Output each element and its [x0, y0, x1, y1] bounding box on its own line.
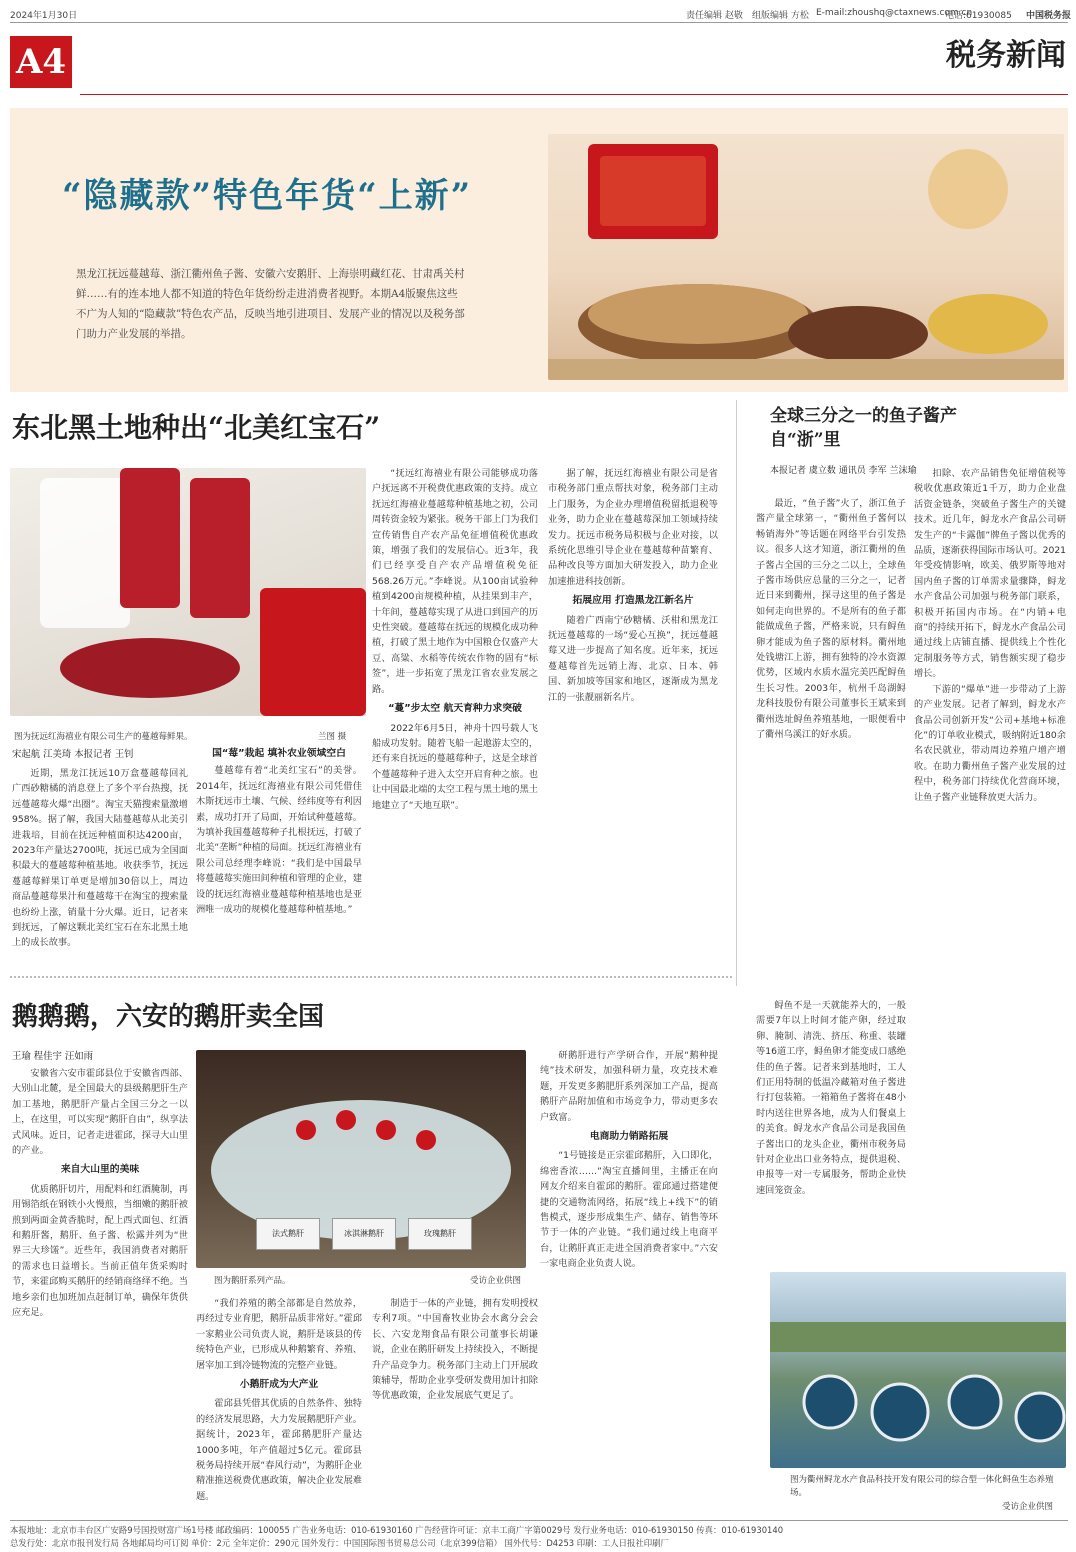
article3-col2-text: “我们养殖的鹅全部都是自然放养，再经过专业育肥，鹅肝品质非常好。”霍邱一家鹅业公司负责人说，鹅肝是该县的传统特色产业，已形成从种鹅繁育、养殖、屠宰加工到冷链物流的完整产业链。: [196, 1298, 362, 1371]
cranberry-bag: [260, 588, 366, 716]
article3-col1-subhead: 来自大山里的美味: [60, 1164, 140, 1176]
article3-image: [196, 1050, 526, 1268]
lantern: [928, 149, 1008, 229]
article1-photographer: 兰图 摄: [318, 732, 347, 742]
fish-pond-2: [872, 1384, 928, 1440]
plate-label-3: 玫瑰鹅肝: [408, 1218, 472, 1250]
page-badge: A4: [10, 36, 72, 88]
section-rule: [80, 94, 1068, 95]
article2-col1-text: 最近，“鱼子酱”火了，浙江鱼子酱产量全球第一，“衢州鱼子酱何以畅销海外”等话题在网络平台引发热议。很多人这才知道，浙江衢州的鱼子酱占全国的三分之二以上，全球鱼子酱市场供应总量的三分之一，记者近日来到衢州，探寻这里的鱼子酱是如何走向世界的。不是所有的鱼子都能做成鱼子酱，严格来说，只有鲟鱼卵才能成为鱼子酱的原材料。衢州地处钱塘江上游，拥有独特的冷水资源优势，区域内水质水温完美匹配鲟鱼生长习性。2003年，杭州千岛湖鲟龙科技股份有限公司董事长王斌来到衢州选址鲟鱼养殖基地，一眼便看中了衢州乌溪江的好水质。: [756, 498, 906, 741]
article2-col1: [756, 496, 906, 996]
page-footer: [10, 1524, 1068, 1550]
foie-gras-piece-4: [416, 1130, 436, 1150]
article1-col3-text: “抚远红海禧业有限公司能够成功落户抚远离不开税费优惠政策的支持。成立抚远红海禧业蔓越莓种植基地之初，公司周转资金较为紧张。税务干部上门为我们宣传销售自产农产品免征增值税优惠政策，增强了我们的发展信心。近3年，我们已经享受自产农产品增值税免征568.26万元。”李峰说。从100亩试验种植到4200亩规模种植，从挂果到丰产，十年间，蔓越莓实现了从进口到国产的历史性突破。蔓越莓在抚远的规模化成功种植，打破了黑土地作为中国粮仓仅盛产大豆、高粱、水稻等传统农作物的固有“标签”，进一步拓宽了黑龙江省农业发展之路。: [372, 468, 538, 695]
article2-caption: 图为衢州鲟龙水产食品科技开发有限公司的综合型一体化鲟鱼生态养殖场。: [790, 1475, 1054, 1498]
fish-pond-3: [949, 1376, 1001, 1428]
fish-pond-4: [1016, 1393, 1064, 1441]
section-name: 税务新闻: [946, 38, 1066, 73]
article1-col4-subhead: 拓展应用 打造黑龙江新名片: [572, 595, 694, 607]
editor: 责任编辑 赵敬: [686, 11, 743, 21]
article2-col2-text: 鲟鱼不是一天就能养大的，一般需要7年以上时间才能产卵，经过取卵、腌制、清洗、挤压、称重、装罐等16道工序，鲟鱼卵才能变成口感绝佳的鱼子酱。记者来到基地时，工人们正用特制的低温冷藏箱对鱼子酱进行打包装箱。一箱箱鱼子酱将在48小时内送往世界各地，成为人们餐桌上的美食。鲟龙水产食品公司是我国鱼子酱出口的龙头企业，衢州市税务局针对企业出口业务特点，提供退税、申报等一对一专属服务，帮助企业快速回笼资金。: [756, 1000, 906, 1196]
email: E-mail:zhoushq@ctaxnews.com.cn: [816, 8, 973, 18]
article3-byline: 王瑜 程佳宇 汪如雨: [12, 1051, 93, 1062]
article3-col3-text: 制造于一体的产业链，拥有发明授权专利7项。“中国畜牧业协会水禽分会会长、六安龙翔食品有限公司董事长胡谦说，企业在鹅肝研发上持续投入，不断提升产品竞争力。税务部门主动上门开展政策辅导，帮助企业享受研发费用加计扣除等优惠政策，企业发展底气更足了。: [372, 1298, 538, 1402]
article1-col2-text: 蔓越莓有着“北美红宝石”的美誉。2014年，抚远红海禧业有限公司凭借佳木斯抚远市土壤、气候、经纬度等有利因素，成功打开了局面，开始试种蔓越莓。为填补我国蔓越莓种子扎根抚远，打破了北美“垄断”种植的局面。抚远红海禧业有限公司总经理李峰说：“我们是中国最早将蔓越莓实施田间种植和管理的企业，建设的抚远红海禧业蔓越莓种植基地也是亚洲唯一成功的规模化蔓越莓种植基地。”: [196, 765, 362, 916]
article3-photographer: 受访企业供图: [470, 1276, 522, 1286]
article3-col4-text: 研鹅肝进行产学研合作，开展“鹅种提纯”技术研发，加强科研力量，攻克技术难题，开发更多鹅肥肝系列深加工产品，提高鹅肝产品附加值和市场竞争力，带动更多农户致富。: [540, 1050, 718, 1123]
article1-col1-text: 近期，黑龙江抚远10万盒蔓越莓回礼广西砂糖橘的消息登上了多个平台热搜，抚远蔓越莓火爆“出圈”。淘宝天猫搜索量激增958%。据了解，我国大陆蔓越莓从北美引进栽培，目前在抚远种植面积达4200亩，2023年产量达2700吨，抚远已成为全国面积最大的蔓越莓种植基地。收获季节，抚远蔓越莓鲜果订单更是增加30倍以上，周边商品蔓越莓果汁和蔓越莓干在淘宝的搜索量也纷纷上涨，销量十分火爆。近日，记者来到抚远，了解这颗北美红宝石在东北黑土地上的成长故事。: [12, 768, 188, 949]
article1-image: [10, 468, 366, 716]
cranberry-pile: [60, 638, 240, 698]
plate-label-1: 法式鹅肝: [256, 1218, 320, 1250]
article3-caption: 图为鹅肝系列产品。: [214, 1276, 291, 1286]
dates-plate: [788, 306, 928, 362]
article3-title: 鹅鹅鹅，六安的鹅肝卖全国: [12, 1002, 325, 1032]
article3-col1-text: 安徽省六安市霍邱县位于安徽省西部、大别山北麓，是全国最大的县级鹅肥肝生产加工基地，鹅肥肝产量占全国三分之一以上，在这里，可以实现“鹅肝自由”，纵享法式风味。近日，记者走进霍邱，探寻大山里的产业。: [12, 1068, 188, 1157]
article3-col2: [196, 1296, 362, 1514]
article3-col4: [540, 1048, 718, 1514]
article1-col1: [12, 766, 188, 962]
article2-col3-text: 扣除、农产品销售免征增值税等税收优惠政策近1千万，助力企业盘活资金链条，突破鱼子酱生产的关键技术。近几年，鲟龙水产食品公司研发生产的“卡露伽”牌鱼子酱以优秀的品质，逐渐获得国际市场认可。2021年受疫情影响，欧美、俄罗斯等地对国内鱼子酱的订单需求量骤降，鲟龙水产食品公司加强与税务部门联系，积极开拓国内市场。在“内销+电商”的持续开拓下，鲟龙水产食品公司通过线上店铺直播、提供线上个性化定制服务等方式，销售额实现了稳步增长。: [914, 468, 1066, 680]
sturgeon-farm-photo: [770, 1272, 1066, 1468]
article2-image: [770, 1272, 1066, 1468]
table-surface: [548, 359, 1064, 380]
article1-caption: 图为抚远红海禧业有限公司生产的蔓越莓鲜果。: [14, 732, 193, 742]
article2-byline: 本报记者 虞立数 通讯员 李军 兰沫瑜: [770, 466, 917, 476]
gift-box-lid: [600, 156, 706, 226]
article1-col3b-text: 2022年6月5日，神舟十四号载人飞船成功发射。随着飞船一起遨游太空的，还有来自抚远的蔓越莓种子，这是全球首个蔓越莓种子进入太空开启育种之旅。也让中国最北端的太空工程与黑土地的黑土地建立了“天地互联”。: [372, 722, 538, 811]
feature-image: [548, 134, 1064, 380]
article3-col2b-text: 霍邱县凭借其优质的自然条件、独特的经济发展思路，大力发展鹅肥肝产业。据统计，2023年，霍邱鹅肥肝产量达1000多吨，年产值超过5亿元。霍邱县税务局持续开展“春风行动”，为鹅肝企业精准推送税费优惠政策，解决企业发展难题。: [196, 1398, 362, 1502]
foie-gras-piece-3: [376, 1120, 396, 1140]
nuts: [588, 284, 808, 344]
article2-title: 全球三分之一的鱼子酱产自“浙”里: [770, 406, 957, 450]
foie-gras-piece-1: [296, 1120, 316, 1140]
article1-byline: 宋起航 江美琦 本报记者 王钊: [12, 749, 134, 760]
article2-photographer: 受访企业供图: [1002, 1502, 1054, 1512]
article1-col2-subhead: 国“莓”栽起 填补农业领域空白: [212, 748, 346, 759]
header-rule: [10, 22, 1068, 23]
article3-col2-subhead: 小鹅肝成为大产业: [239, 1379, 319, 1391]
article2-col3: [914, 466, 1066, 1256]
issue-date: 2024年1月30日: [10, 11, 78, 21]
foie-gras-piece-2: [336, 1110, 356, 1130]
cranberry-photo: [10, 468, 366, 716]
article2-col2: [756, 998, 906, 1256]
footer-line-1: 本报地址：北京市丰台区广安路9号国投财富广场1号楼 邮政编码：100055 广告业务电话：010-61930160 广告经营许可证：京丰工商广字第0029号 发行业务电话：010-61930150 传真：010-61930140: [10, 1525, 784, 1535]
article1-title: 东北黑土地种出“北美红宝石”: [12, 411, 381, 444]
cranberry-cup-2: [190, 478, 250, 618]
article3-col4b-text: “1号链接是正宗霍邱鹅肝，入口即化，绵密香浓……”淘宝直播间里，主播正在向网友介绍来自霍邱的鹅肝。霍邱通过搭建便捷的交通物流网络，拓展“线上+线下”的销售模式，逐步形成集生产、储存、销售等环节于一体的产业链。“我们通过线上电商平台，让鹅肝真正走进全国消费者家中。”六安一家电商企业负责人说。: [540, 1150, 718, 1270]
article1-col4-text: 据了解，抚远红海禧业有限公司是省市税务部门重点帮扶对象，税务部门主动上门服务，为企业办理增值税留抵退税等业务，助力企业在蔓越莓深加工领域持续发力。抚远市税务局积极与企业对接，以系统化思维引导企业在蔓越莓种苗繁育、品种改良等方面加大研发投入，助力企业加速推进科技创新。: [548, 468, 718, 587]
phone: 电话:61930085: [945, 11, 1012, 21]
fish-pond-1: [804, 1376, 856, 1428]
article1-col3-subhead: “蔓”步太空 航天育种力求突破: [388, 703, 522, 715]
layout-editor: 组版编辑 方松: [752, 11, 809, 21]
article2-col3b-text: 下游的“爆单”进一步带动了上游的产业发展。记者了解到，鲟龙水产食品公司创新开发“公司+基地+标准化”的订单收业模式，吸纳附近180余名农民就业，带动周边养殖户增产增收。在助力衢州鱼子酱产业发展的过程中，税务部门持续优化营商环境，让鱼子酱产业链释放更大活力。: [914, 683, 1066, 803]
cranberry-cup-1: [120, 468, 180, 608]
cranberry-box-1: [40, 478, 130, 628]
column-divider: [736, 400, 737, 986]
feature-lead: 黑龙江抚远蔓越莓、浙江衢州鱼子酱、安徽六安鹅肝、上海崇明藏红花、甘肃禹关村鲜……有的连本地人都不知道的特色年货纷纷走进消费者视野。本期A4版聚焦这些不广为人知的“隐藏款”特色农产品，反映当地引进项目、发展产业的情况以及税务部门助力产业发展的举措。: [76, 268, 465, 340]
page-header: [10, 6, 1072, 22]
footer-rule: [10, 1520, 1068, 1521]
section-divider: [10, 976, 732, 978]
article3-col3: [372, 1296, 538, 1514]
hills: [770, 1322, 1066, 1352]
dried-fruit-plate: [928, 294, 1048, 354]
footer-line-2: 总发行处：北京市报刊发行局 各地邮局均可订阅 单价：2元 全年定价：290元 国外发行：中国国际图书贸易总公司（北京399信箱） 国外代号：D4253 印刷：工人日报社印刷厂: [10, 1538, 669, 1548]
article1-col4: [548, 466, 718, 962]
paper-name: 中国税务报: [1026, 11, 1072, 21]
plate-label-2: 冰淇淋鹅肝: [332, 1218, 396, 1250]
feature-title: “隐藏款”特色年货“上新”: [62, 176, 473, 216]
article1-col2: [196, 746, 362, 962]
article3-col1b-text: 优质鹅肝切片，用配料和红酒腌制，再用锡箔纸在钢铁小火慢煎，当细嫩的鹅肝被煎到两面金黄香脆时，配上西式面包、红酒和鹅肝酱，鹅肝、鱼子酱、松露并列为“世界三大珍馐”。近些年，我国消费者对鹅肝的需求也日益增长。当前正值年货采购时节，来霍邱购买鹅肝的经销商络绎不绝。当地乡亲们也加班加点赶制订单，确保年货供应充足。: [12, 1183, 188, 1319]
article3-col1: [12, 1066, 188, 1514]
article3-col4-subhead: 电商助力销路拓展: [589, 1131, 669, 1143]
article1-col3: [372, 466, 538, 962]
article1-col4b-text: 随着广西南宁砂糖橘、沃柑和黑龙江抚远蔓越莓的一场“爱心互换”，抚远蔓越莓又进一步提高了知名度。近年来，抚远蔓越莓首先远销上海、北京、日本、韩国、新加坡等国家和地区，逐渐成为黑龙江的一张靓丽新名片。: [548, 614, 718, 703]
new-year-goods-illustration: [548, 134, 1064, 380]
